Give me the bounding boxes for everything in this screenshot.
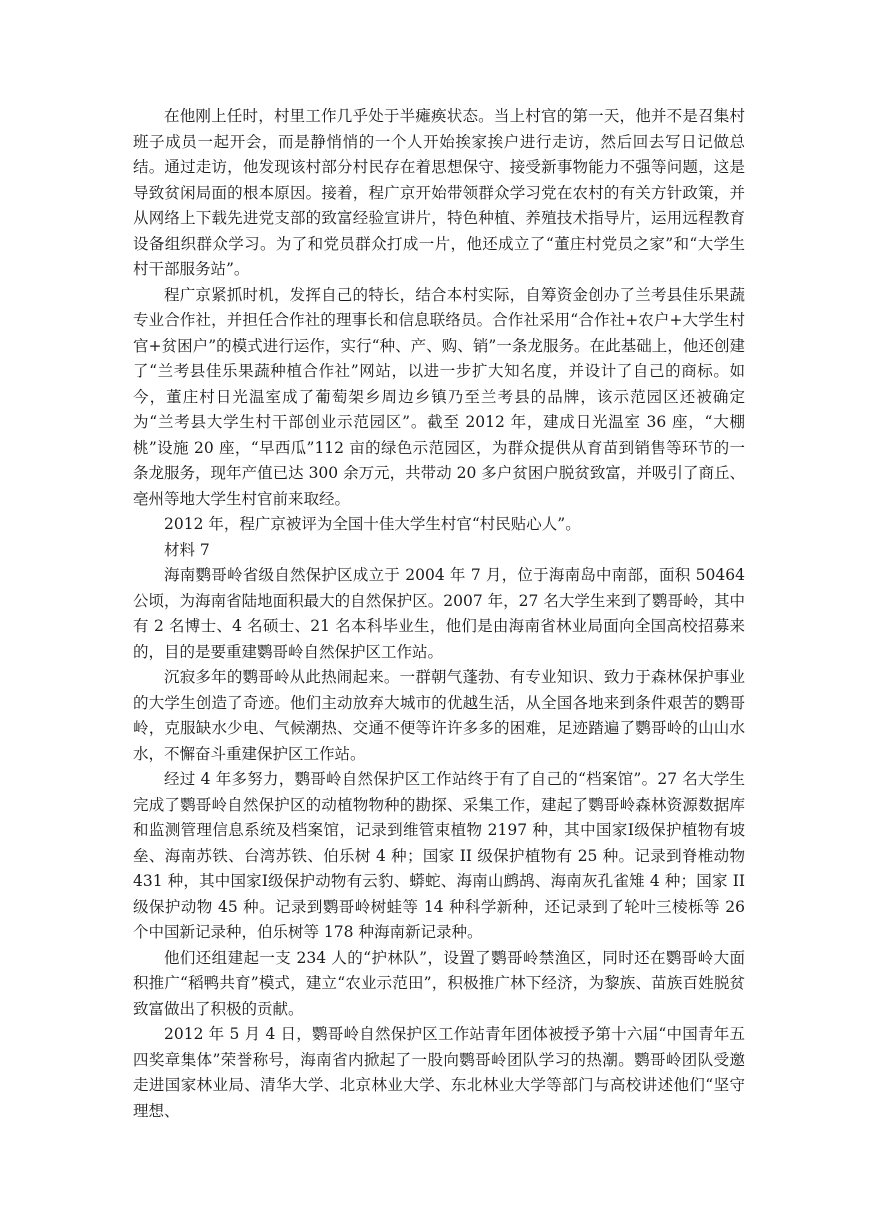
paragraph-cooperative: 程广京紧抓时机，发挥自己的特长，结合本村实际，自筹资金创办了兰考县佳乐果蔬专业合作社，并担任合作社的理事长和信息联络员。合作社采用“合作社+农户+大学生村官+贫困户”的模式进行运作，实行“种、产、购、销”一条龙服务。在此基础上，他还创建了“兰考县佳乐果蔬种植合作社”网站，以进一步扩大知名度，并设计了自己的商标。如今，董庄村日光温室成了葡萄架乡周边乡镇乃至兰考县的品牌，该示范园区还被确定为“兰考县大学生村干部创业示范园区”。截至 2012 年，建成日光温室 36 座，“大棚桃”设施 20 座，“早西瓜”112 亩的绿色示范园区，为群众提供从育苗到销售等环节的一条龙服务，现年产值已达 300 余万元，共带动 20 多户贫困户脱贫致富，并吸引了商丘、亳州等地大学生村官前来取经。 xyxy=(133,285,745,508)
paragraph-students-miracle: 沉寂多年的鹦哥岭从此热闹起来。一群朝气蓬勃、有专业知识、致力于森林保护事业的大学生创造了奇迹。他们主动放弃大城市的优越生活，从全国各地来到条件艰苦的鹦哥岭，克服缺水少电、气候潮热、交通不便等许许多多的困难，足迹踏遍了鹦哥岭的山山水水，不懈奋斗重建保护区工作站。 xyxy=(133,668,745,763)
paragraph-forest-team: 他们还组建起一支 234 人的“护林队”，设置了鹦哥岭禁渔区，同时还在鹦哥岭大面积推广“稻鸭共育”模式，建立“农业示范田”，积极推广林下经济，为黎族、苗族百姓脱贫致富做出了积极的贡献。 xyxy=(133,948,745,1018)
paragraph-reserve-intro: 海南鹦哥岭省级自然保护区成立于 2004 年 7 月，位于海南岛中南部，面积 50464 公顷，为海南省陆地面积最大的自然保护区。2007 年，27 名大学生来到了鹦哥岭，其中有 2 名博士、4 名硕士、21 名本科毕业生，他们是由海南省林业局面向全国高校招募来的，目的是要重建鹦哥岭自然保护区工作站。 xyxy=(133,566,745,661)
document-page xyxy=(133,104,745,1124)
paragraph-award-2012: 2012 年，程广京被评为全国十佳大学生村官“村民贴心人”。 xyxy=(164,515,581,533)
paragraph-youth-medal: 2012 年 5 月 4 日，鹦哥岭自然保护区工作站青年团体被授予第十六届“中国青年五四奖章集体”荣誉称号，海南省内掀起了一股向鹦哥岭团队学习的热潮。鹦哥岭团队受邀走进国家林业局、清华大学、北京林业大学、东北林业大学等部门与高校讲述他们“坚守理想、 xyxy=(133,1025,745,1120)
paragraph-village-work: 在他刚上任时，村里工作几乎处于半瘫痪状态。当上村官的第一天，他并不是召集村班子成员一起开会，而是静悄悄的一个人开始挨家挨户进行走访，然后回去写日记做总结。通过走访，他发现该村部分村民存在着思想保守、接受新事物能力不强等问题，这是导致贫闲局面的根本原因。接着，程广京开始带领群众学习党在农村的有关方针政策，并从网络上下载先进党支部的致富经验宣讲片，特色种植、养殖技术指导片，运用远程教育设备组织群众学习。为了和党员群众打成一片，他还成立了“董庄村党员之家”和“大学生村干部服务站”。 xyxy=(133,107,745,278)
paragraph-archive-records: 经过 4 年多努力，鹦哥岭自然保护区工作站终于有了自己的“档案馆”。27 名大学生完成了鹦哥岭自然保护区的动植物物种的勘探、采集工作，建起了鹦哥岭森林资源数据库和监测管理信息系统及档案馆，记录到维管束植物 2197 种，其中国家Ⅰ级保护植物有坡垒、海南苏铁、台湾苏铁、伯乐树 4 种；国家 II 级保护植物有 25 种。记录到脊椎动物 431 种，其中国家Ⅰ级保护动物有云豹、蟒蛇、海南山鹧鸪、海南灰孔雀雉 4 种；国家 II 级保护动物 45 种。记录到鹦哥岭树蛙等 14 种科学新种，还记录到了轮叶三棱栎等 26 个中国新记录种，伯乐树等 178 种海南新记录种。 xyxy=(133,770,745,941)
material-heading: 材料 7 xyxy=(164,540,210,559)
